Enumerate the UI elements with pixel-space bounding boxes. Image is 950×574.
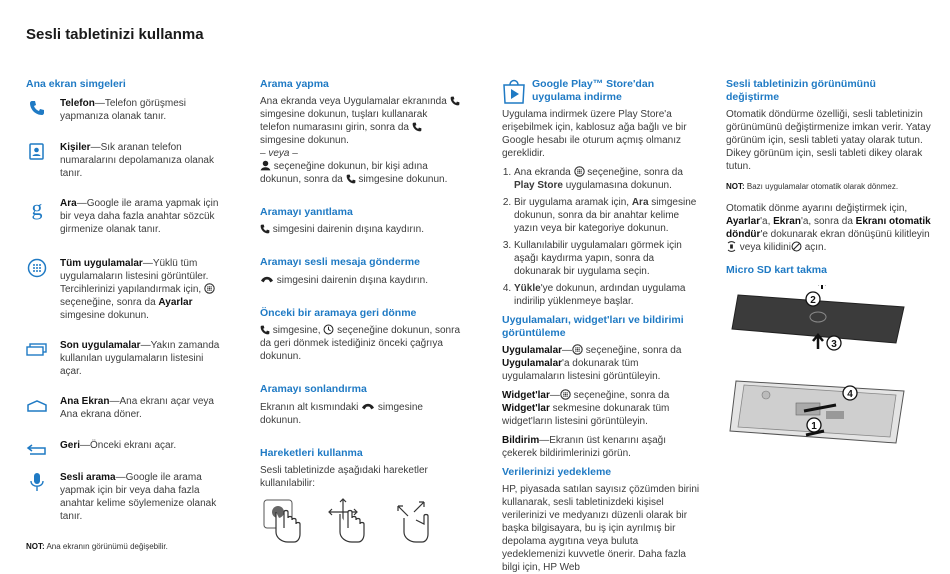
apps-section: Google Play™ Store'dan uygulama indirme Uygulama indirmek üzere Play Store'a erişebilmek için, kablosuz ağa bağlı ve bir Google hesabı ile oturum açmış olmanız gereklidir. 1. Ana ekranda seçeneğine, sonra da Play Store uygulamasına dokunun. 2. Bir uygulama aramak için, Ara simgesine dokunun, sonra da bir anahtar kelime yazın veya bir kategoriye dokunun. 3. Kullanılabilir uygulamaları görmek için aşağı kaydırma yapın, sonra da dokunarak bir uygulama seçin. 4. Yükle'ye dokunun, ardından uygulama indirilip yüklenmeye başlar. Uygulamaları, widget'ları ve bildirimi görüntüleme Uygulamalar— seçeneğine, sonra da Uygulamalar'a dokunarak tüm uygulamaların listesini görüntüleyin. Widget'lar— seçeneğine, sonra da Widget'lar sekmesine dokunarak tüm widget'ların listesini görüntüleyin. Bildirim—Ekranın üst kenarını aşağı çekerek bildirimlerinizi görün. Verilerinizi yedekleme HP, piyasada satılan sayısız çözümden birini kullanarak, sesli tabletinizdeki kişisel verilerinizi ve medyanızı düzenli olarak bir başka bilgisayara, bu iş için ayrılmış bir depolama aygıtına veya buluta yedeklemenizi kuvvetle önerir. Daha fazla bilgi için, HP Web bbox=[502, 78, 702, 574]
swipe-gesture-icon bbox=[326, 498, 370, 544]
contacts-icon bbox=[26, 141, 48, 163]
step-badge bbox=[827, 336, 841, 350]
pinch-gesture-icon bbox=[392, 498, 436, 544]
phone-icon bbox=[346, 174, 356, 184]
page-title: Sesli tabletinizi kullanma bbox=[26, 26, 204, 43]
section-heading: Önceki bir aramaya geri dönme bbox=[260, 307, 417, 319]
list-item: Telefon—Telefon görüşmesi yapmanıza olanak tanır. bbox=[26, 97, 226, 141]
google-icon: g bbox=[31, 195, 43, 220]
section-heading: Aramayı yanıtlama bbox=[260, 206, 353, 218]
google-play-icon bbox=[502, 78, 526, 104]
rotation-unlock-icon bbox=[791, 241, 802, 252]
svg-text:1: 1 bbox=[811, 421, 817, 432]
all-apps-icon bbox=[572, 344, 583, 355]
recent-apps-icon bbox=[26, 339, 48, 361]
display-section: Sesli tabletinizin görünümünü değiştirme Otomatik döndürme özelliği, sesli tabletinizin görünümünü değiştirmenize imkan verir. Yatay görünüm için, sesli tableti yatay olarak tutun. Dikey görünüm için, sesli tableti dikey olarak tutun. NOT: Bazı uygulamalar otomatik olarak dönmez. Otomatik dönme ayarını değiştirmek için, Ayarlar'a, Ekran'a, sonra da Ekranı otomatik döndür'e dokunarak ekran dönüşünü kilitleyin veya kilidini açın. Micro SD kart takma 2 3 4 1 bbox=[726, 78, 931, 455]
home-icon bbox=[26, 395, 48, 417]
list-item: Sesli arama—Google ile arama yapmak için bir veya daha fazla anahtar kelime söylemenize olanak tanır. bbox=[26, 471, 226, 533]
section-heading: Ana ekran simgeleri bbox=[26, 78, 126, 90]
section-heading: Sesli tabletinizin görünümünü değiştirme bbox=[726, 78, 876, 103]
section-heading: Aramayı sesli mesaja gönderme bbox=[260, 256, 420, 268]
section-heading: Uygulamaları, widget'ları ve bildirimi görüntüleme bbox=[502, 314, 684, 339]
list-item: 4. Yükle'ye dokunun, ardından uygulama indirilip yüklenmeye başlar. bbox=[514, 282, 702, 308]
all-apps-icon bbox=[204, 283, 215, 294]
list-item: Tüm uygulamalar—Yüklü tüm uygulamaların listesini görüntüler. Tercihlerinizi yapılandırmak için, seçeneğine, sonra da Ayarlar simgesine dokunun. bbox=[26, 257, 226, 339]
back-icon bbox=[26, 439, 48, 461]
section-heading: Verilerinizi yedekleme bbox=[502, 466, 612, 478]
step-badge bbox=[806, 292, 820, 306]
list-item: 2. Bir uygulama aramak için, Ara simgesine dokunun, sonra da bir anahtar kelime yazın veya bir kategoriye dokunun. bbox=[514, 196, 702, 235]
list-item: Ana Ekran—Ana ekranı açar veya Ana ekrana döner. bbox=[26, 395, 226, 439]
note: NOT: Bazı uygulamalar otomatik olarak dönmez. bbox=[726, 182, 899, 191]
section-heading: Arama yapma bbox=[260, 78, 329, 90]
section-heading: Hareketleri kullanma bbox=[260, 447, 363, 459]
phone-icon bbox=[26, 97, 48, 119]
step-badge bbox=[843, 386, 857, 400]
all-apps-icon bbox=[26, 257, 48, 279]
svg-text:2: 2 bbox=[810, 295, 816, 306]
all-apps-icon bbox=[574, 166, 585, 177]
phone-icon bbox=[450, 96, 460, 106]
phone-icon bbox=[260, 325, 270, 335]
section-heading: Google Play™ Store'dan uygulama indirme bbox=[532, 78, 655, 103]
list-item: Geri—Önceki ekranı açar. bbox=[26, 439, 226, 471]
svg-text:3: 3 bbox=[831, 339, 837, 350]
list-item: Kişiler—Sık aranan telefon numaralarını depolamanıza olanak tanır. bbox=[26, 141, 226, 197]
list-item: 3. Kullanılabilir uygulamaları görmek için aşağı kaydırma yapın, sonra da dokunarak bir uygulama seçin. bbox=[514, 239, 702, 278]
contact-icon bbox=[260, 160, 271, 171]
calls-section: Arama yapma Ana ekranda veya Uygulamalar ekranında simgesine dokunun, tuşları kullanarak telefon numarasını girin, sonra da simgesine dokunun. – veya – seçeneğine dokunun, bir kişi adına dokunun, sonra da simgesine dokunun. Aramayı yanıtlama simgesini dairenin dışına kaydırın. Aramayı sesli mesaja gönderme simgesini dairenin dışına kaydırın. Önceki bir aramaya geri dönme simgesine, seçeneğine dokunun, sonra da geri dönmek istediğiniz önceki çağrıya dokunun. Aramayı sonlandırma Ekranın alt kısmındaki simgesine dokunun. Hareketleri kullanma Sesli tabletinizde aşağıdaki hareketler kullanılabilir: bbox=[260, 78, 460, 544]
steps-list bbox=[502, 166, 702, 308]
section-heading: Micro SD kart takma bbox=[726, 264, 827, 276]
section-heading: Aramayı sonlandırma bbox=[260, 383, 367, 395]
step-badge bbox=[807, 418, 821, 432]
list-item: 1. Ana ekranda seçeneğine, sonra da Play Store uygulamasına dokunun. bbox=[514, 166, 702, 192]
list-item: g Ara—Google ile arama yapmak için bir veya daha fazla anahtar sözcük girmenize olanak tanır. bbox=[26, 197, 226, 257]
end-call-icon bbox=[361, 400, 375, 412]
voicemail-call-icon bbox=[260, 273, 274, 285]
phone-icon bbox=[412, 122, 422, 132]
tap-gesture-icon bbox=[260, 498, 304, 544]
note: NOT: Ana ekranın görünümü değişebilir. bbox=[26, 542, 168, 551]
svg-text:4: 4 bbox=[847, 389, 853, 400]
call-history-icon bbox=[323, 324, 334, 335]
microphone-icon bbox=[26, 471, 48, 493]
list-item: Son uygulamalar—Yakın zamanda kullanılan uygulamaların listesini açar. bbox=[26, 339, 226, 395]
gestures-illustration bbox=[260, 498, 460, 544]
phone-icon bbox=[260, 224, 270, 234]
all-apps-icon bbox=[560, 389, 571, 400]
home-screen-icons-section bbox=[26, 78, 226, 560]
micro-sd-illustration bbox=[726, 285, 926, 455]
rotation-lock-icon bbox=[726, 241, 737, 252]
